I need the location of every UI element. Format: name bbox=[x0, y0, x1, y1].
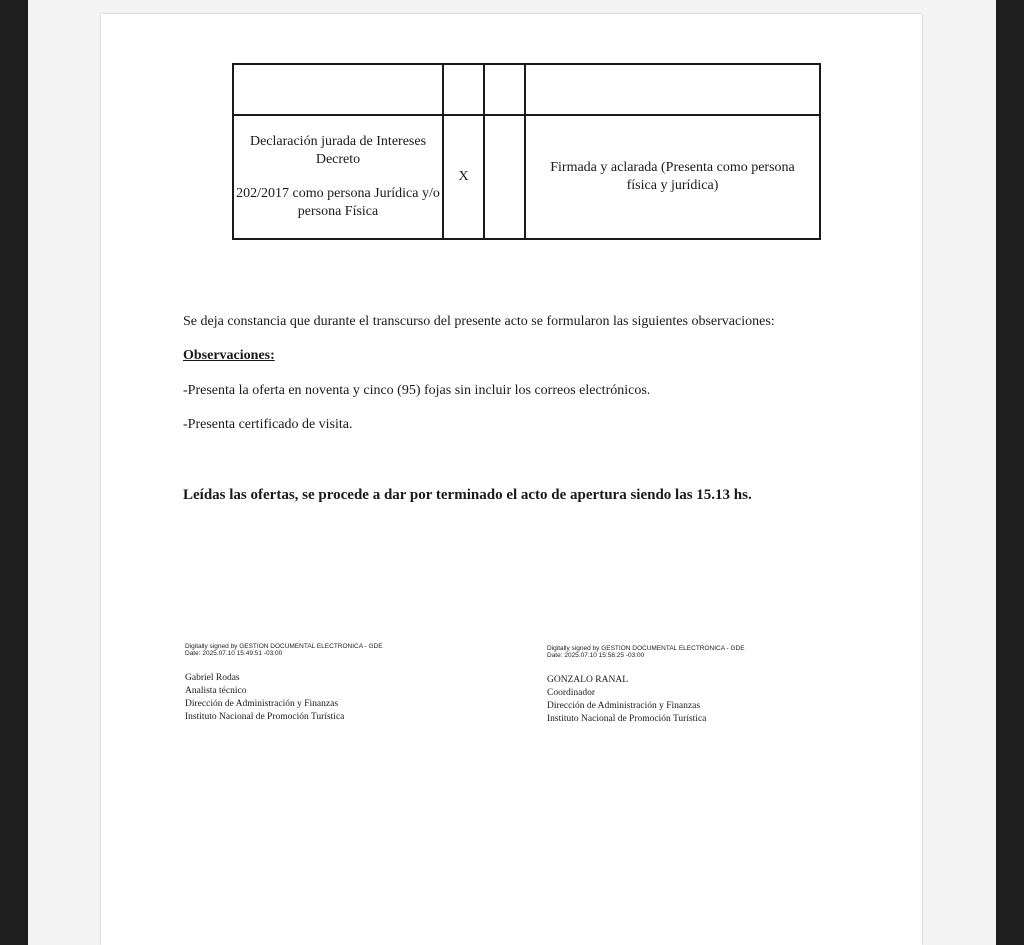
requirement-description-line1: Declaración jurada de Intereses Decreto bbox=[249, 134, 427, 167]
signer-role: Analista técnico bbox=[185, 686, 247, 696]
table-cell bbox=[233, 64, 443, 115]
signature-block-left bbox=[185, 644, 383, 724]
table-cell bbox=[484, 64, 525, 115]
signer-institute: Instituto Nacional de Promoción Turística bbox=[547, 714, 707, 724]
table-row bbox=[233, 115, 820, 239]
document-page bbox=[101, 14, 922, 945]
requirement-description-cell bbox=[233, 115, 443, 239]
signer-institute: Instituto Nacional de Promoción Turística bbox=[185, 712, 345, 722]
signer-department: Dirección de Administración y Finanzas bbox=[547, 701, 701, 711]
digital-signature-stamp bbox=[547, 646, 745, 659]
requirement-observation-text: Firmada y aclarada (Presenta como persona física y jurídica) bbox=[550, 160, 795, 193]
stamp-date: Date: 2025.07.10 15:56:25 -03:00 bbox=[547, 651, 645, 659]
signature-block-right bbox=[547, 646, 745, 726]
table-cell bbox=[443, 64, 484, 115]
observation-item: -Presenta certificado de visita. bbox=[183, 417, 353, 432]
stamp-signed-by: Digitally signed by GESTION DOCUMENTAL ELECTRONICA - GDE bbox=[185, 643, 383, 650]
signer-role: Coordinador bbox=[547, 688, 596, 698]
requirement-mark-cell: X bbox=[443, 115, 484, 239]
signer-department: Dirección de Administración y Finanzas bbox=[185, 699, 339, 709]
intro-paragraph: Se deja constancia que durante el transcurso del presente acto se formularon las siguientes observaciones: bbox=[183, 314, 775, 329]
digital-signature-stamp bbox=[185, 644, 383, 657]
table-cell bbox=[525, 64, 820, 115]
observation-item: -Presenta la oferta en noventa y cinco (95) fojas sin incluir los correos electrónicos. bbox=[183, 383, 651, 398]
closing-statement: Leídas las ofertas, se procede a dar por terminado el acto de apertura siendo las 15.13 hs. bbox=[183, 487, 752, 503]
requirements-table bbox=[232, 63, 821, 240]
stamp-date: Date: 2025.07.10 15:49:51 -03:00 bbox=[185, 649, 283, 657]
signer-name: Gabriel Rodas bbox=[185, 673, 240, 683]
requirement-description-line2: 202/2017 como persona Jurídica y/o persona Física bbox=[236, 186, 440, 219]
observations-heading: Observaciones: bbox=[183, 348, 275, 363]
signer-name: GONZALO RANAL bbox=[547, 675, 629, 685]
table-header-row bbox=[233, 64, 820, 115]
stamp-signed-by: Digitally signed by GESTION DOCUMENTAL ELECTRONICA - GDE bbox=[547, 645, 745, 652]
requirement-observation-cell bbox=[525, 115, 820, 239]
table-cell bbox=[484, 115, 525, 239]
